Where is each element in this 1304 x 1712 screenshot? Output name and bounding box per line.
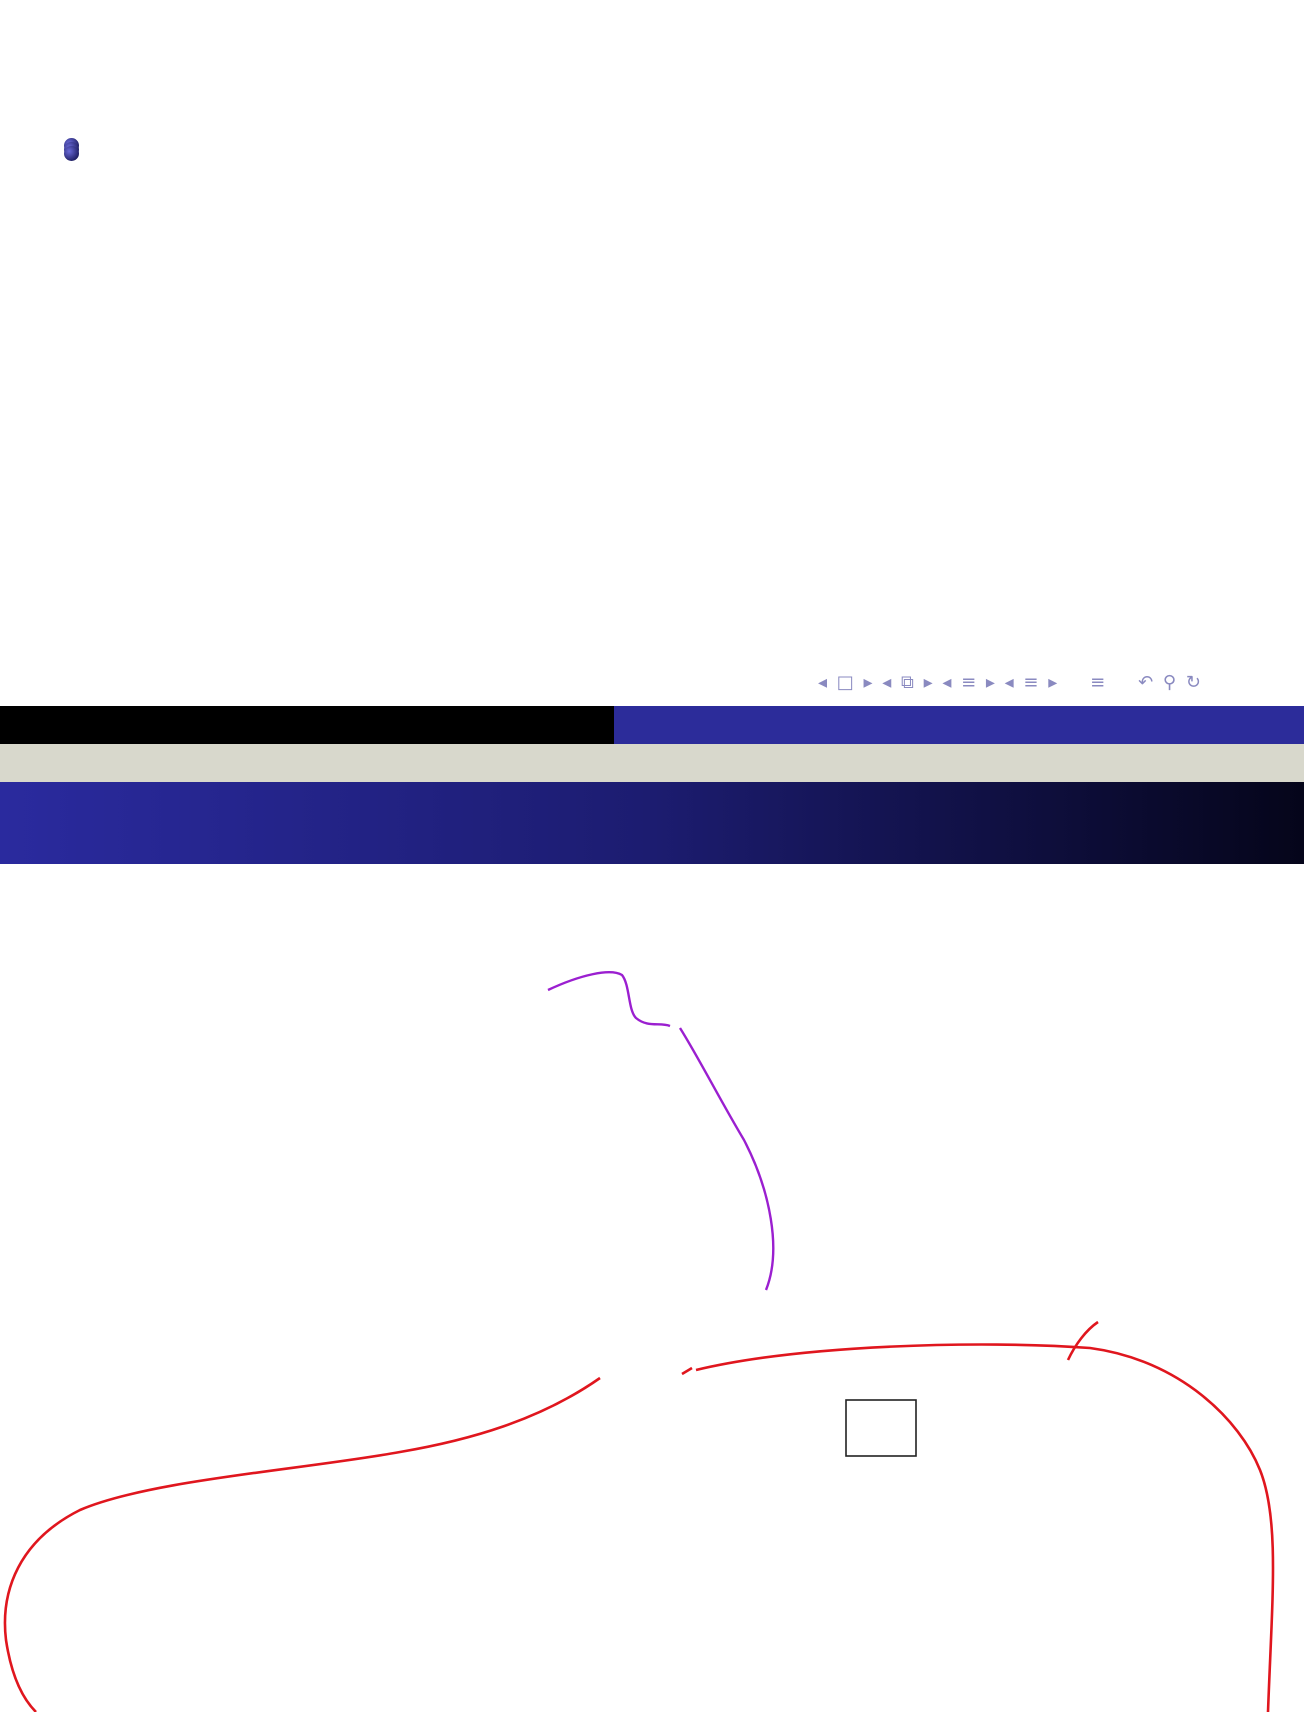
red-annotation	[5, 1322, 1273, 1712]
purple-annotation	[548, 972, 773, 1290]
brace-top	[548, 972, 670, 1026]
brace-curve	[680, 1028, 773, 1290]
red-tick	[1068, 1322, 1098, 1360]
beamer-nav-icons[interactable]: ◂ □ ▸ ◂ ⧉ ▸ ◂ ≡ ▸ ◂ ≡ ▸ ≡ ↶ ⚲ ↻	[818, 672, 1203, 693]
red-loop-left	[5, 1378, 600, 1712]
red-loop-right	[696, 1344, 1273, 1712]
red-dash	[682, 1368, 692, 1374]
heapsize-box	[846, 1400, 916, 1456]
